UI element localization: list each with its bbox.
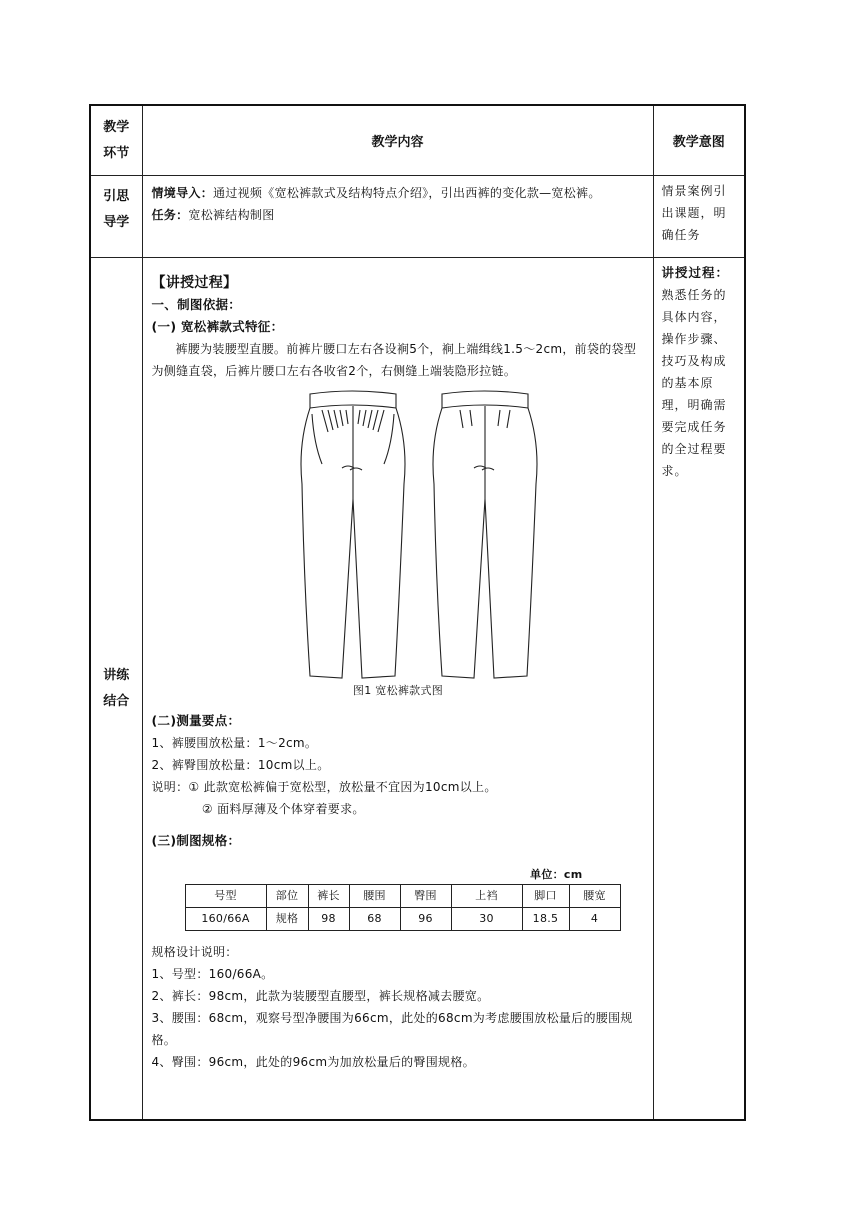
intro-stage: 引思 导学 bbox=[90, 176, 142, 258]
back-trousers-drawing bbox=[433, 391, 537, 678]
spec-header-cell: 裤长 bbox=[308, 885, 349, 908]
spec-note-3: 3、腰围：68cm，观察号型净腰围为66cm，此处的68cm为考虑腰围放松量后的腰围规格。 bbox=[151, 1011, 633, 1047]
spec-header-cell: 号型 bbox=[185, 885, 266, 908]
spec-header-cell: 腰围 bbox=[349, 885, 400, 908]
spec-note-2: 2、裤长：98cm，此款为装腰型直腰型，裤长规格减去腰宽。 bbox=[151, 989, 490, 1003]
trousers-style-figure bbox=[152, 384, 647, 684]
spec-value-cell: 68 bbox=[349, 908, 400, 931]
spec-note-4: 4、臀围：96cm，此处的96cm为加放松量后的臀围规格。 bbox=[151, 1055, 475, 1069]
spec-value-row bbox=[185, 908, 620, 931]
intro-row bbox=[90, 176, 745, 258]
spec-header-cell: 部位 bbox=[266, 885, 308, 908]
spec-value-cell: 160/66A bbox=[185, 908, 266, 931]
measure-item-1: 1、裤腰围放松量：1～2cm。 bbox=[151, 736, 318, 750]
task-paragraph: 任务：宽松裤结构制图 bbox=[151, 208, 275, 222]
spec-header-cell: 上裆 bbox=[451, 885, 522, 908]
spec-notes-title: 规格设计说明： bbox=[151, 945, 238, 959]
spec-header-cell: 脚口 bbox=[522, 885, 569, 908]
spec-value-cell: 30 bbox=[451, 908, 522, 931]
measure-note-2: ② 面料厚薄及个体穿着要求。 bbox=[201, 802, 365, 816]
front-trousers-drawing bbox=[301, 391, 405, 678]
spec-header-cell: 臀围 bbox=[400, 885, 451, 908]
spec-value-cell: 18.5 bbox=[522, 908, 569, 931]
spec-value-cell: 4 bbox=[569, 908, 620, 931]
main-intent bbox=[653, 258, 745, 1121]
intent-label: 讲授过程： bbox=[661, 265, 730, 280]
sub-measure-points: (二)测量要点： bbox=[151, 713, 241, 728]
main-stage: 讲练 结合 bbox=[90, 258, 142, 1121]
header-content: 教学内容 bbox=[142, 105, 653, 176]
spec-note-1: 1、号型：160/66A。 bbox=[151, 967, 274, 981]
trousers-drawing bbox=[152, 384, 647, 684]
main-content bbox=[142, 258, 653, 1121]
section-basis: 一、制图依据： bbox=[151, 297, 242, 312]
style-description: 裤腰为装腰型直腰。前裤片腰口左右各设裥5个，裥上端缉线1.5～2cm，前袋的袋型为侧缝直袋，后裤片腰口左右各收省2个，右侧缝上端装隐形拉链。 bbox=[151, 342, 637, 378]
intent-text: 熟悉任务的具体内容，操作步骤、技巧及构成的基本原理，明确需要完成任务的全过程要求。 bbox=[661, 288, 727, 478]
spec-value-cell: 96 bbox=[400, 908, 451, 931]
sub-style-features: (一) 宽松裤款式特征： bbox=[151, 319, 284, 334]
main-row bbox=[90, 258, 745, 1121]
spec-value-cell: 规格 bbox=[266, 908, 308, 931]
scene-paragraph: 情境导入：通过视频《宽松裤款式及结构特点介绍》，引出西裤的变化款—宽松裤。 bbox=[151, 186, 601, 200]
spec-value-cell: 98 bbox=[308, 908, 349, 931]
header-stage: 教学 环节 bbox=[90, 105, 142, 176]
process-title: 【讲授过程】 bbox=[151, 275, 238, 291]
sub-spec: (三)制图规格： bbox=[151, 833, 241, 848]
spec-table bbox=[185, 884, 621, 931]
spec-header-cell: 腰宽 bbox=[569, 885, 620, 908]
spec-header-row bbox=[185, 885, 620, 908]
intro-content bbox=[142, 176, 653, 258]
lesson-plan-table bbox=[89, 104, 746, 1121]
spec-unit: 单位：cm bbox=[530, 868, 583, 881]
measure-item-2: 2、裤臀围放松量：10cm以上。 bbox=[151, 758, 330, 772]
header-row bbox=[90, 105, 745, 176]
header-intent: 教学意图 bbox=[653, 105, 745, 176]
measure-note-1: 说明：① 此款宽松裤偏于宽松型，放松量不宜因为10cm以上。 bbox=[151, 780, 497, 794]
figure-caption: 图1 宽松裤款式图 bbox=[352, 684, 444, 697]
intro-intent: 情景案例引出课题，明确任务 bbox=[653, 176, 745, 258]
